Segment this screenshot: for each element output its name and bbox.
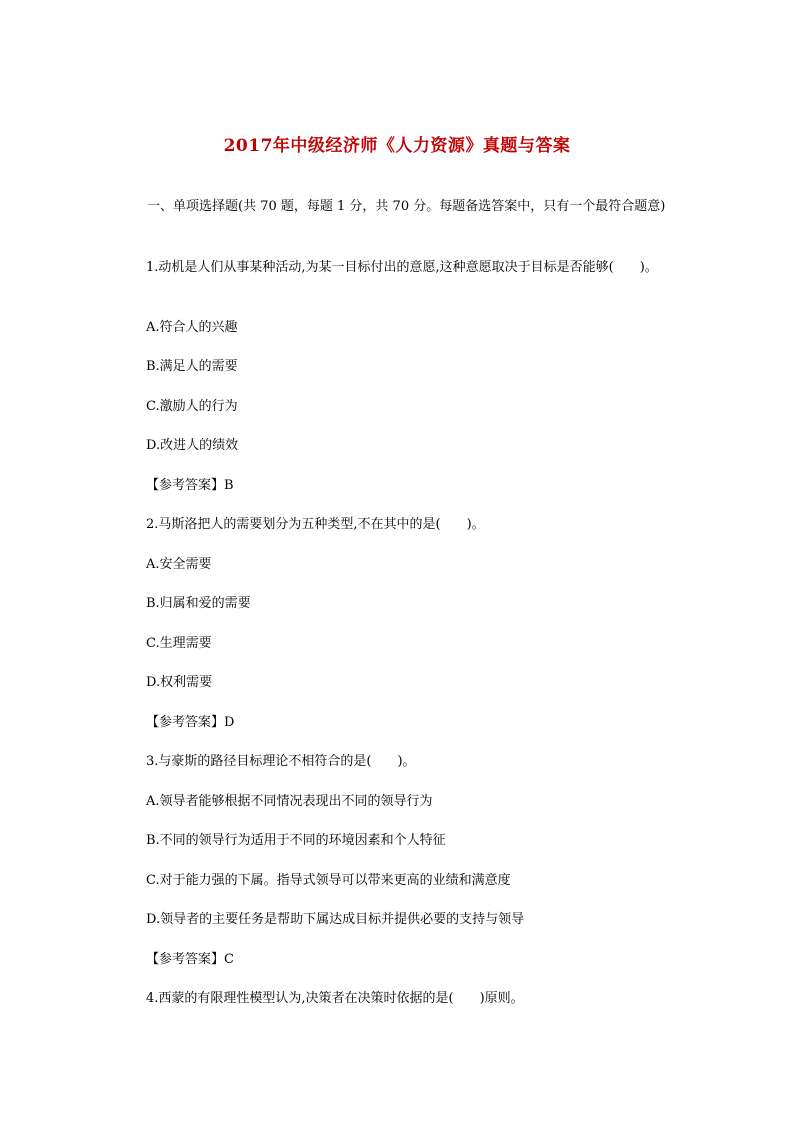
question-1-text: 1.动机是人们从事某种活动,为某一目标付出的意愿,这种意愿取决于目标是否能够( )。 — [146, 260, 658, 275]
question-3-option-c: C.对于能力强的下属。指导式领导可以带来更高的业绩和满意度 — [146, 873, 511, 888]
document-title: 2017年中级经济师《人力资源》真题与答案 — [223, 136, 571, 156]
question-3-text: 3.与豪斯的路径目标理论不相符合的是( )。 — [146, 754, 416, 769]
section-intro: 一、单项选择题(共 70 题，每题 1 分，共 70 分。每题备选答案中，只有一个最符合题意) — [147, 199, 666, 214]
question-2-option-b: B.归属和爱的需要 — [146, 596, 251, 611]
question-2-text: 2.马斯洛把人的需要划分为五种类型,不在其中的是( )。 — [146, 517, 485, 532]
question-3-option-a: A.领导者能够根据不同情况表现出不同的领导行为 — [146, 794, 433, 809]
question-2-option-a: A.安全需要 — [146, 557, 212, 572]
question-3-option-b: B.不同的领导行为适用于不同的环境因素和个人特征 — [146, 833, 446, 848]
question-2-option-d: D.权利需要 — [146, 675, 213, 690]
question-1-option-c: C.激励人的行为 — [146, 399, 238, 414]
question-4-text: 4.西蒙的有限理性模型认为,决策者在决策时依据的是( )原则。 — [146, 991, 524, 1006]
question-1-option-a: A.符合人的兴趣 — [146, 320, 238, 335]
question-3-answer: 【参考答案】C — [146, 952, 234, 967]
question-3-option-d: D.领导者的主要任务是帮助下属达成目标并提供必要的支持与领导 — [146, 912, 525, 927]
question-2-option-c: C.生理需要 — [146, 636, 212, 651]
question-1-option-b: B.满足人的需要 — [146, 359, 238, 374]
question-1-answer: 【参考答案】B — [146, 478, 234, 493]
question-2-answer: 【参考答案】D — [146, 715, 235, 730]
question-1-option-d: D.改进人的绩效 — [146, 438, 239, 453]
